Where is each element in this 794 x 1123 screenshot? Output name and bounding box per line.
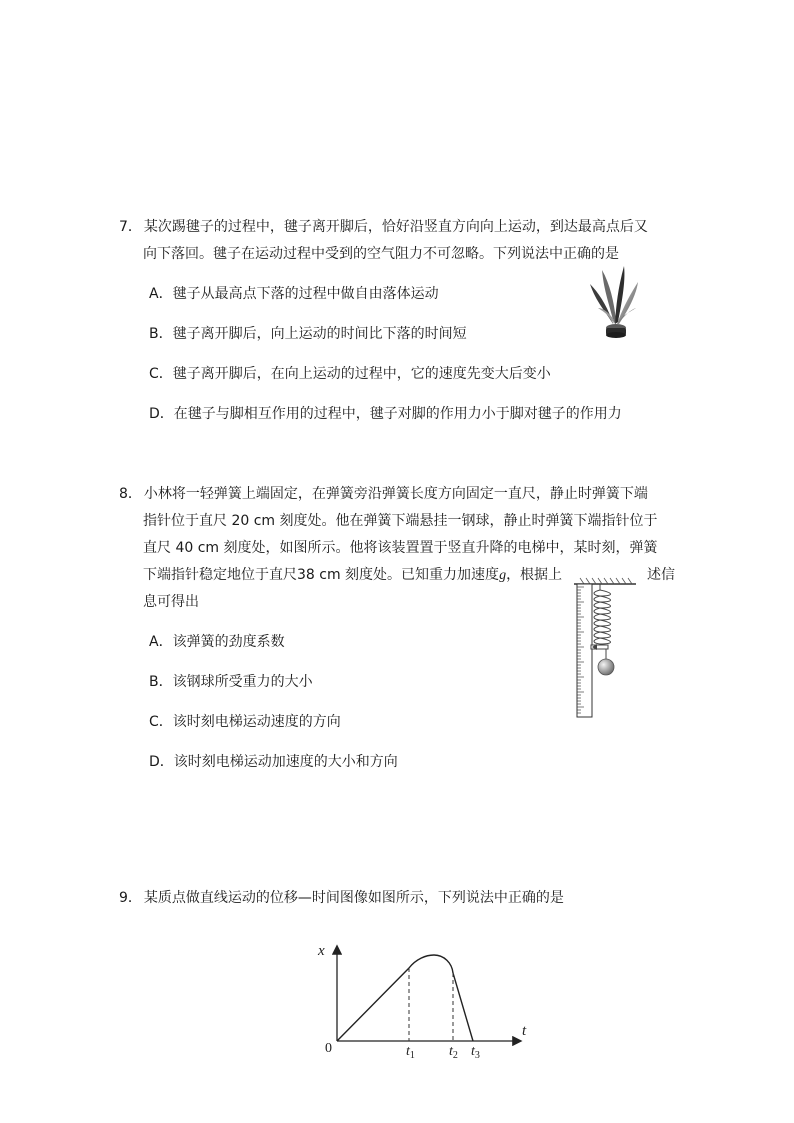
q8-stem-line4 (143, 565, 562, 586)
q8-option-b: B．该钢球所受重力的大小 (149, 674, 313, 690)
q8-stem-text4a: 下端指针稳定地位于直尺38 cm 刻度处。已知重力加速度 (143, 567, 500, 583)
q7-stem-line1 (119, 217, 648, 237)
q8-option-a: A．该弹簧的劲度系数 (149, 634, 285, 650)
q7-option-c: C．毽子离开脚后，在向上运动的过程中，它的速度先变大后变小 (149, 366, 551, 382)
q8-stem-line2: 指针位于直尺 20 cm 刻度处。他在弹簧下端悬挂一钢球，静止时弹簧下端指针位于 (143, 513, 658, 529)
q8-stem-line4-tail: 述信 (647, 567, 675, 583)
q7-stem-text1: 某次踢毽子的过程中，毽子离开脚后，恰好沿竖直方向向上运动，到达最高点后又 (143, 219, 648, 235)
q7-option-b: B．毽子离开脚后，向上运动的时间比下落的时间短 (149, 326, 467, 342)
q8-stem-line3: 直尺 40 cm 刻度处，如图所示。他将该装置置于竖直升降的电梯中，某时刻，弹簧 (143, 540, 658, 556)
q8-stem-text4b: ，根据上 (506, 567, 563, 583)
q8-option-c: C．该时刻电梯运动速度的方向 (149, 714, 341, 730)
spring-ruler-illustration (570, 576, 642, 722)
graph-y-label: x (318, 943, 325, 959)
q8-stem-text1: 小林将一轻弹簧上端固定，在弹簧旁沿弹簧长度方向固定一直尺，静止时弹簧下端 (143, 486, 648, 502)
q7-stem-line2: 向下落回。毽子在运动过程中受到的空气阻力不可忽略。下列说法中正确的是 (143, 246, 619, 262)
position-time-graph (310, 935, 540, 1065)
q8-stem-line1 (119, 484, 648, 504)
shuttlecock-illustration (588, 262, 640, 342)
graph-origin-label: 0 (325, 1041, 332, 1056)
q9-number: 9． (119, 890, 142, 906)
gravity-symbol: g (499, 568, 507, 583)
q9-stem-text: 某质点做直线运动的位移—时间图像如图所示，下列说法中正确的是 (143, 890, 564, 906)
graph-tick-t2: $t_2$ (449, 1044, 458, 1061)
graph-tick-t3: $t_3$ (471, 1044, 480, 1061)
q7-option-d: D．在毽子与脚相互作用的过程中，毽子对脚的作用力小于脚对毽子的作用力 (149, 406, 622, 422)
graph-tick-t1: $t_1$ (406, 1044, 415, 1061)
q8-stem-line5: 息可得出 (143, 594, 199, 610)
q8-option-d: D．该时刻电梯运动加速度的大小和方向 (149, 754, 398, 770)
q9-stem (119, 888, 564, 908)
q7-option-a: A．毽子从最高点下落的过程中做自由落体运动 (149, 286, 439, 302)
q8-number: 8． (119, 486, 142, 502)
graph-x-label: t (522, 1023, 527, 1039)
q7-number: 7． (119, 219, 142, 235)
